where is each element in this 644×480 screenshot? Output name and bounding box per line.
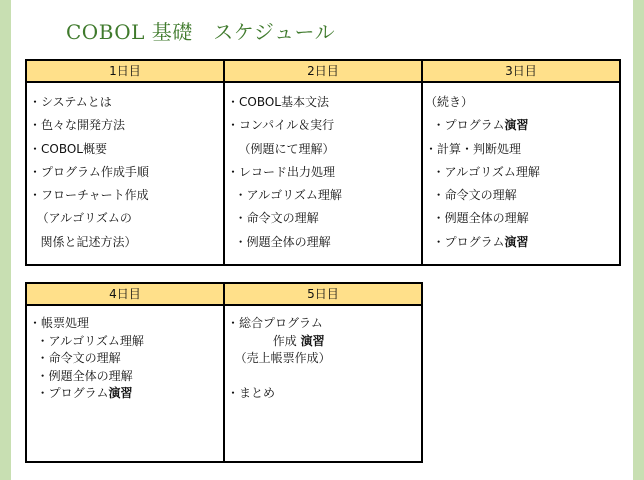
topic-item	[227, 315, 421, 333]
topic-item	[29, 350, 223, 368]
topic-text: ・レコード出力処理	[227, 164, 336, 179]
topic-item	[29, 161, 223, 184]
topic-emphasis: 演習	[504, 118, 529, 133]
topic-list	[423, 83, 619, 254]
topic-emphasis: 演習	[300, 333, 325, 348]
topic-item	[29, 231, 223, 254]
topic-item	[425, 114, 619, 137]
topic-item	[29, 114, 223, 137]
topic-item	[227, 91, 421, 114]
day-cell	[422, 82, 620, 265]
topic-text: ・フローチャート作成	[29, 188, 149, 203]
page-title: COBOL 基礎 スケジュール	[66, 20, 336, 44]
day-cell	[224, 305, 422, 462]
topic-text: ・アルゴリズム理解	[425, 164, 540, 179]
topic-item	[227, 138, 421, 161]
topic-text: ・アルゴリズム理解	[227, 188, 342, 203]
topic-text: ・プログラム	[29, 386, 109, 401]
topic-text: ・例題全体の理解	[29, 368, 133, 383]
topic-text: ・プログラム	[425, 234, 505, 249]
topic-text: ・プログラム	[425, 118, 505, 133]
topic-text: ・COBOL概要	[29, 141, 107, 156]
topic-text: ・プログラム作成手順	[29, 164, 149, 179]
topic-text: ・命令文の理解	[425, 188, 517, 203]
topic-text: （アルゴリズムの	[29, 211, 132, 226]
topic-text: ・帳票処理	[29, 316, 90, 330]
schedule-table-top	[25, 59, 621, 266]
topic-item	[425, 91, 619, 114]
topic-text: ・コンパイル＆実行	[227, 118, 335, 133]
topic-item	[29, 385, 223, 403]
topic-item	[227, 207, 421, 230]
topic-item	[425, 161, 619, 184]
topic-item	[29, 207, 223, 230]
topic-item	[227, 350, 421, 368]
topic-text: ・例題全体の理解	[227, 234, 331, 249]
topic-text: ・まとめ	[227, 386, 276, 401]
topic-text: ・例題全体の理解	[425, 211, 529, 226]
day-header: 2日目	[224, 60, 422, 82]
topic-item	[29, 368, 223, 386]
topic-item	[227, 231, 421, 254]
topic-text: ・色々な開発方法	[29, 118, 126, 133]
topic-item	[29, 184, 223, 207]
topic-item	[425, 138, 619, 161]
topic-text: 作成	[227, 333, 301, 348]
topic-item	[29, 91, 223, 114]
topic-emphasis: 演習	[108, 386, 133, 401]
topic-text: （例題にて理解）	[227, 141, 335, 156]
topic-list	[27, 306, 223, 403]
day-header: 4日目	[26, 283, 224, 305]
topic-text: （売上帳票作成）	[227, 351, 331, 366]
topic-text: ・総合プログラム	[227, 316, 323, 330]
topic-text: ・命令文の理解	[29, 351, 121, 366]
topic-item	[425, 231, 619, 254]
day-cell	[26, 82, 224, 265]
topic-item	[227, 385, 421, 403]
topic-emphasis: 演習	[504, 234, 529, 249]
topic-text: ・システムとは	[29, 95, 112, 109]
topic-item	[227, 184, 421, 207]
topic-item	[29, 333, 223, 351]
topic-text: ・命令文の理解	[227, 211, 319, 226]
day-header: 5日目	[224, 283, 422, 305]
topic-text: （続き）	[425, 95, 474, 109]
topic-item	[29, 138, 223, 161]
topic-list	[225, 83, 421, 254]
topic-list	[225, 306, 421, 403]
topic-text: ・アルゴリズム理解	[29, 333, 144, 348]
day-cell	[26, 305, 224, 462]
schedule-table-bottom	[25, 282, 423, 463]
topic-item	[227, 368, 421, 386]
day-cell	[224, 82, 422, 265]
slide	[11, 0, 633, 480]
topic-text: ・COBOL基本文法	[227, 95, 329, 109]
topic-item	[425, 184, 619, 207]
topic-item	[29, 315, 223, 333]
topic-item	[227, 161, 421, 184]
topic-text: ・計算・判断処理	[425, 141, 522, 156]
topic-item	[227, 333, 421, 351]
topic-list	[27, 83, 223, 254]
day-header: 3日目	[422, 60, 620, 82]
topic-item	[227, 114, 421, 137]
day-header: 1日目	[26, 60, 224, 82]
topic-item	[425, 207, 619, 230]
topic-text: 関係と記述方法）	[29, 234, 137, 249]
